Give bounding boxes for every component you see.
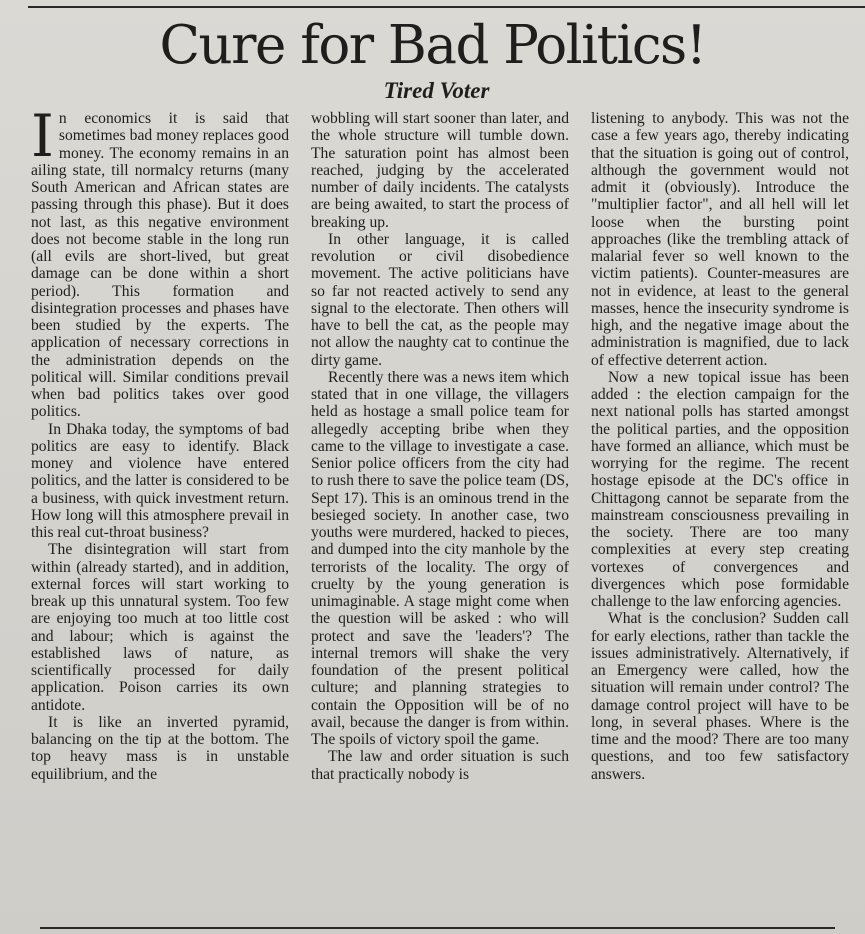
article-paragraph: It is like an inverted pyramid, balancing on the tip at the bottom. The top heavy mass is in unstable equilibrium, and the	[31, 713, 289, 783]
article-paragraph: Recently there was a news item which stated that in one village, the villagers held as hostage a small police team for allegedly accepting bribe when they came to the village to investigate a case. Senior police officers from the city had to rush there to save the police team (DS, Sept 17). This is an ominous trend in the besieged society. In another case, two youths were murdered, hacked to pieces, and dumped into the city manhole by the terrorists of the locality. The orgy of cruelty by the young generation is unimaginable. A stage might come when the question will be asked : who will protect and save the 'leaders'? The internal tremors will shake the very foundation of the present political culture; and planning strategies to contain the Opposition will be of no avail, because the danger is from within. The spoils of victory spoil the game.	[311, 368, 569, 748]
article-paragraph: What is the conclusion? Sudden call for early elections, rather than tackle the issues administratively. Alternatively, if an Emergency were called, how the situation will remain under control? The damage control project will have to be long, in several phases. Where is the time and the mood? There are too many questions, and too few satisfactory answers.	[591, 610, 849, 783]
article-paragraph	[31, 110, 289, 421]
article-column-2	[311, 110, 569, 922]
article-paragraph: Now a new topical issue has been added : the election campaign for the next national polls has started amongst the political parties, and the opposition have formed an alliance, which must be worrying for the regime. The recent hostage episode at the DC's office in Chittagong cannot be separate from the mainstream consciousness prevailing in the society. There are too many complexities at every step creating vortexes of convergences and divergences which pose formidable challenge to the law enforcing agencies.	[591, 368, 849, 610]
article-paragraph: listening to anybody. This was not the case a few years ago, thereby indicating that the situation is going out of control, although the government would not admit it (obviously). Introduce the "multiplier factor", and all hell will let loose when the bursting point approaches (like the trembling attack of malarial fever so well known to the victim patients). Counter-measures are not in evidence, at least to the general masses, hence the insecurity syndrome is high, and the negative image about the administration is magnified, due to lack of effective deterrent action.	[591, 110, 849, 369]
headline: Cure for Bad Politics!	[159, 15, 706, 76]
article-paragraph: The law and order situation is such that practically nobody is	[311, 748, 569, 783]
top-rule	[28, 6, 865, 8]
bottom-rule	[40, 927, 835, 929]
article-paragraph: In Dhaka today, the symptoms of bad politics are easy to identify. Black money and violence have entered politics, and the latter is considered to be a business, with quick investment return. How long will this atmosphere prevail in this real cut-throat business?	[31, 420, 289, 541]
article-column-3	[591, 110, 849, 922]
paragraph-text: n economics it is said that sometimes bad money replaces good money. The economy remains in an ailing state, till normalcy returns (many South American and African states are passing through this phase). But it does not last, as this negative environment does not become stable in the long run (all evils are short-lived, but great damage can be done within a short period). This formation and disintegration processes and phases have been studied by the experts. The application of necessary corrections in the administration depends on the political will. Similar conditions prevail when bad politics takes over good politics.	[31, 110, 289, 421]
article-body	[31, 110, 849, 922]
byline: Tired Voter	[383, 78, 490, 103]
article-paragraph: wobbling will start sooner than later, and the whole structure will tumble down. The saturation point has almost been reached, judging by the accelerated number of daily incidents. The catalysts are being awaited, to start the process of breaking up.	[311, 110, 569, 231]
article-paragraph: The disintegration will start from within (already started), and in addition, external forces will start working to break up this unnatural system. Too few are enjoying too much at too little cost and labour; which is against the established laws of nature, as scientifically processed for daily application. Poison carries its own antidote.	[31, 541, 289, 714]
article-column-1	[31, 110, 289, 922]
drop-cap: I	[31, 110, 54, 170]
article-paragraph: In other language, it is called revolution or civil disobedience movement. The active politicians have so far not reacted actively to send any signal to the electorate. Then others will have to bell the cat, as the people may not allow the naughty cat to continue the dirty game.	[311, 230, 569, 369]
